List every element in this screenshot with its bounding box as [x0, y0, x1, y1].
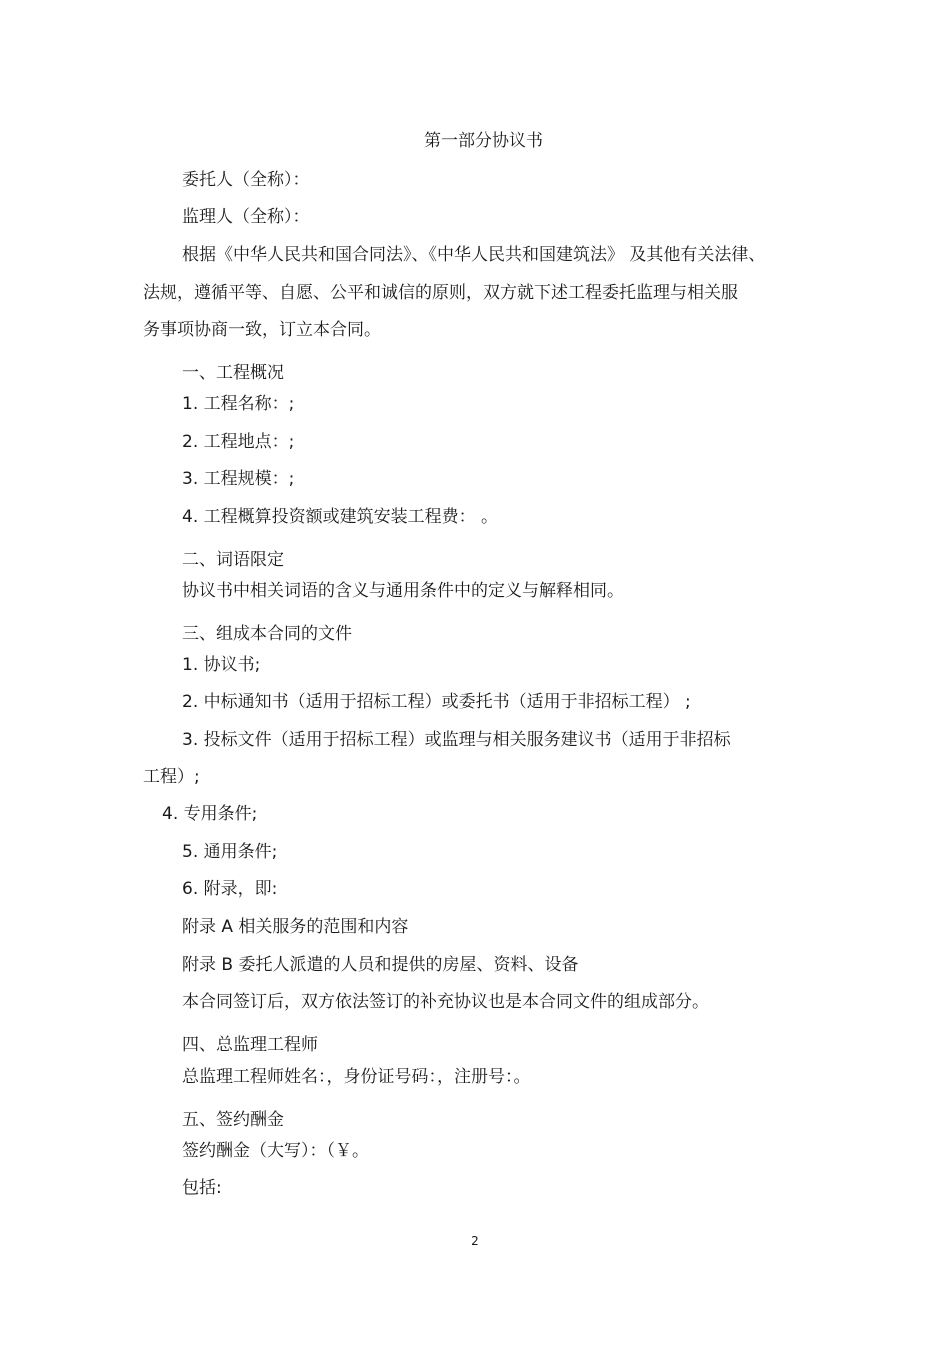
- section-5-text: 签约酬金（大写）：（￥。: [182, 1141, 369, 1161]
- section-1-item-3: 3. 工程规模：;: [182, 469, 295, 489]
- section-3-item-3-line-1: 3. 投标文件（适用于招标工程）或监理与相关服务建议书（适用于非招标: [182, 730, 731, 750]
- intro-paragraph-line-1: 根据《中华人民共和国合同法》、《中华人民共和国建筑法》 及其他有关法律、: [182, 245, 766, 265]
- intro-paragraph-line-3: 务事项协商一致，订立本合同。: [143, 320, 381, 340]
- section-3-item-1: 1. 协议书;: [182, 655, 261, 675]
- section-3-item-3-line-2: 工程）;: [143, 767, 200, 787]
- section-5-include: 包括:: [182, 1178, 222, 1198]
- section-1-item-4: 4. 工程概算投资额或建筑安装工程费： 。: [182, 507, 499, 527]
- section-1-heading: 一、工程概况: [182, 363, 284, 383]
- section-3-appendix-a: 附录 A 相关服务的范围和内容: [182, 917, 409, 937]
- section-3-item-5: 5. 通用条件;: [182, 842, 278, 862]
- section-3-heading: 三、组成本合同的文件: [182, 624, 352, 644]
- section-1-item-2: 2. 工程地点：;: [182, 432, 295, 452]
- section-2-heading: 二、词语限定: [182, 550, 284, 570]
- section-4-heading: 四、总监理工程师: [182, 1035, 318, 1055]
- section-4-text: 总监理工程师姓名：，身份证号码：，注册号：。: [182, 1067, 531, 1087]
- section-3-note: 本合同签订后，双方依法签订的补充协议也是本合同文件的组成部分。: [182, 992, 709, 1012]
- intro-paragraph-line-2: 法规，遵循平等、自愿、公平和诚信的原则，双方就下述工程委托监理与相关服: [143, 283, 738, 303]
- section-2-text: 协议书中相关词语的含义与通用条件中的定义与解释相同。: [182, 581, 624, 601]
- section-5-heading: 五、签约酬金: [182, 1110, 284, 1130]
- client-label: 委托人（全称）：: [182, 170, 310, 190]
- section-3-appendix-b: 附录 B 委托人派遣的人员和提供的房屋、资料、设备: [182, 955, 579, 975]
- page-number: 2: [471, 1234, 479, 1248]
- supervisor-label: 监理人（全称）：: [182, 207, 310, 227]
- section-1-item-1: 1. 工程名称：;: [182, 394, 295, 414]
- page-title: 第一部分协议书: [424, 131, 543, 151]
- section-3-item-2: 2. 中标通知书（适用于招标工程）或委托书（适用于非招标工程） ;: [182, 692, 691, 712]
- section-3-item-4: 4. 专用条件;: [162, 804, 258, 824]
- section-3-item-6: 6. 附录，即:: [182, 879, 278, 899]
